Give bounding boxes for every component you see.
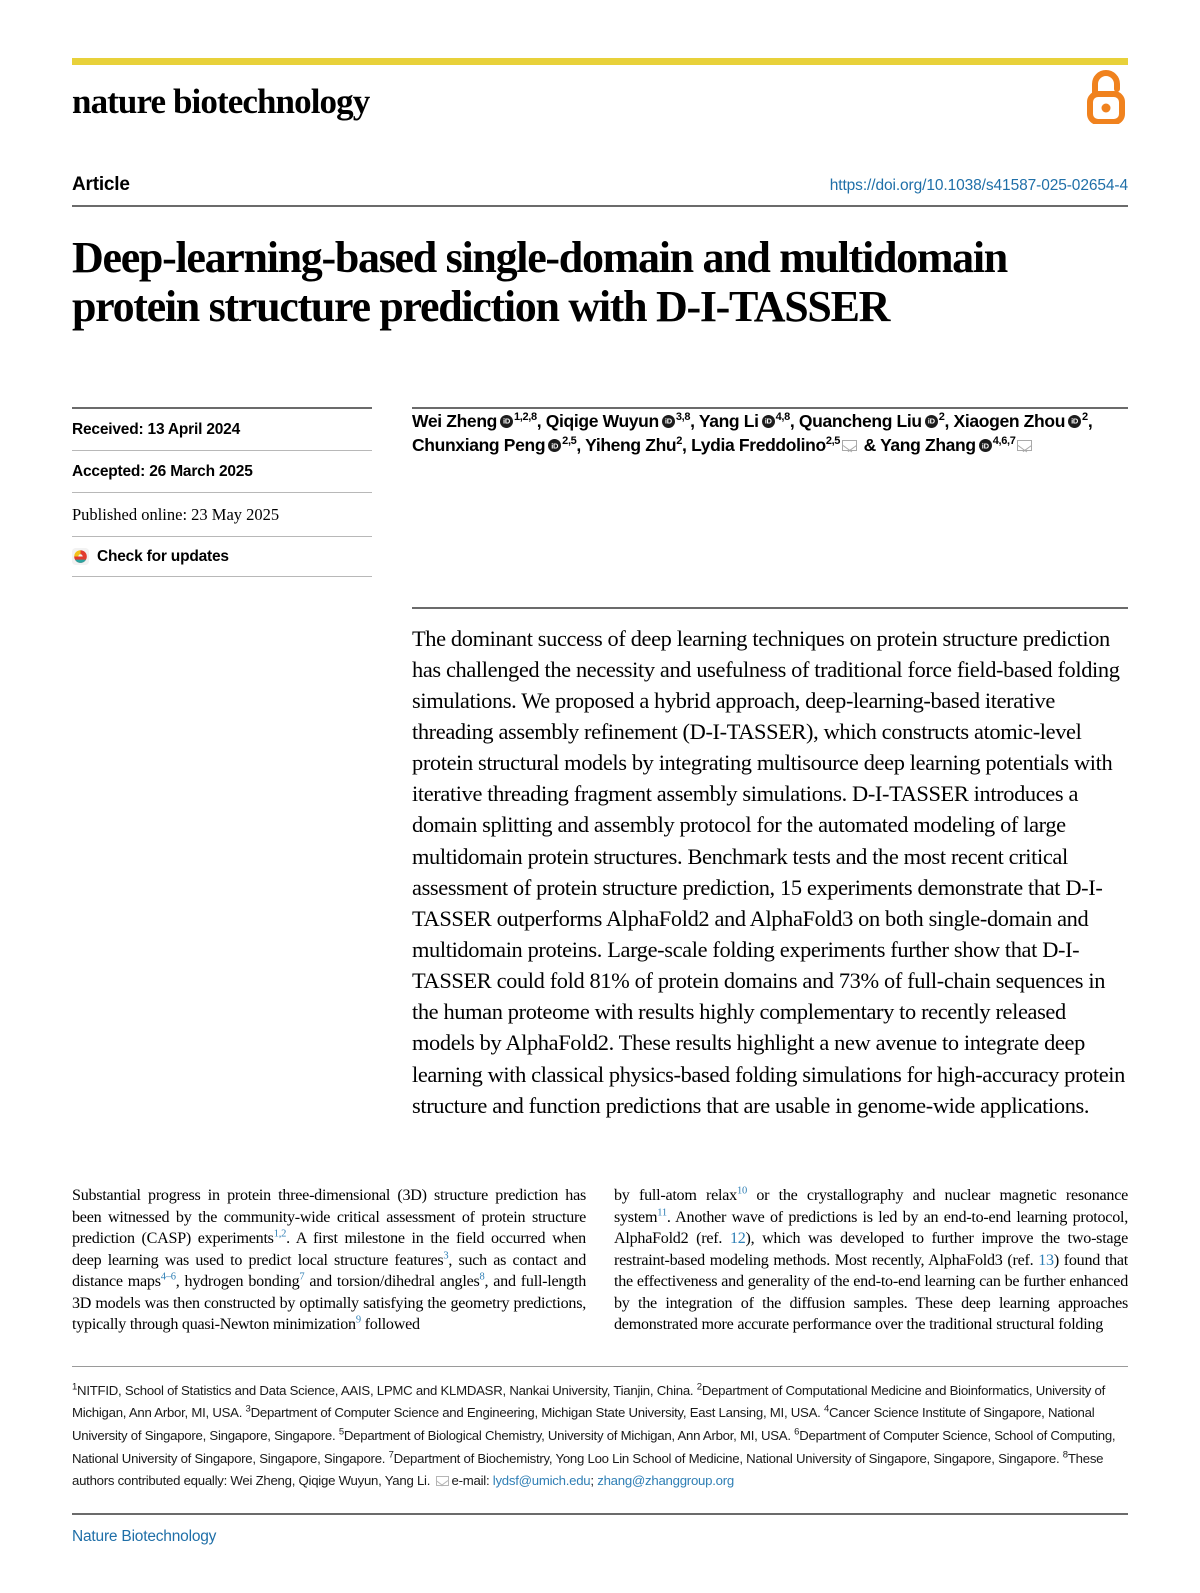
author-name: Xiaogen Zhou — [953, 410, 1066, 431]
article-header-row — [72, 174, 1128, 196]
author-affiliation-marker: 2,5 — [825, 435, 841, 448]
abstract-section — [72, 607, 1128, 1144]
affiliation-text: Department of Biological Chemistry, University of Michigan, Ann Arbor, MI, USA. — [343, 1427, 795, 1443]
author-affiliation-marker: 3,8 — [675, 410, 691, 423]
affiliation-text: Department of Computer Science and Engineering, Michigan State University, East Lansing, MI, USA. — [250, 1405, 824, 1421]
body-column-right: by full-atom relax$^{10}$ or the crystallography and nuclear magnetic resonance system$^{11}$. Another wave of predictions is led by an end-to-end learning protocol, AlphaFold2 (ref. 12), which was developed to further improve the two-stage restraint-based modeling methods. Most recently, AlphaFold3 (ref. 13) found that the effectiveness and generality of the end-to-end learning can be further enhanced by the integration of the diffusion samples. These deep learning approaches demonstrated more accurate performance over the traditional structural folding — [614, 1185, 1128, 1334]
author-affiliation-marker: 1,2,8 — [514, 410, 537, 423]
email-link[interactable]: zhang@zhanggroup.org — [597, 1473, 734, 1489]
body-columns — [72, 1185, 1128, 1335]
accepted-date: Accepted: 26 March 2025 — [72, 462, 253, 480]
affiliation-marker: 4 — [823, 1403, 830, 1415]
open-access-icon — [1084, 68, 1128, 124]
author-affiliation-marker: 4,8 — [775, 410, 790, 423]
author-affiliation-marker: 2 — [1082, 410, 1088, 423]
affiliation-text: Department of Biochemistry, Yong Loo Lin School of Medicine, National University of Singapore, Singapore, Singapore. — [393, 1450, 1063, 1466]
author-list: Wei Zheng iD $^{1,2,8}$, Qiqige Wuyun iD $^{3,8}$, Yang Li iD $^{4,8}$, Quancheng Liu iD $^2$, Xiaogen Zhou iD $^2$, Chunxiang Peng iD $^{2,5}$, Yiheng Zhu$^2$, Lydia Freddolino$^{2,5}$ & Yang Zhang iD $^{4,6,7}$ — [412, 409, 1128, 459]
affiliation-text: Department of Computer Science, School of Computing, National University of Singapore, Singapore, Singapore. — [72, 1427, 1116, 1466]
author-name: Wei Zheng — [412, 410, 497, 431]
reference-link[interactable]: 13 — [1038, 1251, 1054, 1269]
affiliation-text: These authors contributed equally: Wei Zheng, Qiqige Wuyun, Yang Li. — [72, 1450, 1104, 1489]
divider — [72, 1513, 1128, 1515]
abstract-text: The dominant success of deep learning techniques on protein structure prediction has challenged the necessity and usefulness of traditional force field-based folding simulations. We proposed a hybrid approach, deep-learning-based iterative threading assembly refinement (D-I-TASSER), which constructs atomic-level protein structural models by integrating multisource deep learning potentials with iterative threading fragment assembly simulations. D-I-TASSER introduces a domain splitting and assembly protocol for the automated modeling of large multidomain protein structures. Benchmark tests and the most recent critical assessment of protein structure prediction, 15 experiments demonstrate that D-I-TASSER outperforms AlphaFold2 and AlphaFold3 on both single-domain and multidomain proteins. Large-scale folding experiments further show that D-I-TASSER could fold 81% of protein domains and 73% of full-chain sequences in the human proteome with results highly complementary to recently released models by AlphaFold2. These results highlight a new avenue to integrate deep learning with classical physics-based folding simulations for high-accuracy protein structure and function predictions that are usable in genome-wide applications. — [412, 625, 1125, 1118]
orcid-icon[interactable] — [662, 415, 675, 428]
reference-superscript[interactable]: 7 — [299, 1271, 305, 1283]
author-name: Yiheng Zhu — [585, 435, 677, 456]
journal-logo: nature biotechnology — [72, 82, 370, 121]
reference-superscript[interactable]: 1,2 — [273, 1228, 287, 1240]
affiliation-text: Department of Computational Medicine and Bioinformatics, University of Michigan, Ann Arbor, MI, USA. — [72, 1382, 1106, 1421]
reference-superscript[interactable]: 10 — [736, 1185, 747, 1197]
brand-accent-rule — [72, 58, 1128, 65]
orcid-icon[interactable] — [500, 415, 513, 428]
affiliations-block: $^1$NITFID, School of Statistics and Data Science, AAIS, LPMC and KLMDASR, Nankai University, Tianjin, China. $^2$Department of Computational Medicine and Bioinformatics, University of Michigan, Ann Arbor, MI, USA. $^3$Department of Computer Science and Engineering, Michigan State University, East Lansing, MI, USA. $^4$Cancer Science Institute of Singapore, National University of Singapore, Singapore, Singapore. $^5$Department of Biological Chemistry, University of Michigan, Ann Arbor, MI, USA. $^6$Department of Computer Science, School of Computing, National University of Singapore, Singapore, Singapore. $^7$Department of Biochemistry, Yong Loo Lin School of Medicine, National University of Singapore, Singapore, Singapore. $^8$These authors contributed equally: Wei Zheng, Qiqige Wuyun, Yang Li. e-mail: lydsf@umich.edu; zhang@zhanggroup.org — [72, 1381, 1116, 1489]
publication-dates — [72, 407, 402, 577]
orcid-icon[interactable] — [979, 439, 992, 452]
masthead — [72, 84, 1128, 136]
affiliation-marker: 6 — [794, 1426, 800, 1438]
affiliation-marker: 7 — [388, 1449, 394, 1461]
author-affiliation-marker: 2 — [676, 435, 683, 448]
orcid-icon[interactable] — [925, 415, 938, 428]
email-icon — [436, 1476, 449, 1486]
author-affiliation-marker: 4,6,7 — [992, 435, 1016, 448]
reference-superscript[interactable]: 3 — [443, 1250, 449, 1262]
author-affiliation-marker: 2 — [938, 410, 945, 423]
orcid-icon[interactable] — [548, 439, 561, 452]
affiliation-marker: 3 — [245, 1403, 251, 1415]
author-name: Yang Li — [698, 410, 759, 431]
orcid-icon[interactable] — [1068, 415, 1081, 428]
divider — [412, 607, 1128, 609]
check-for-updates-button[interactable] — [72, 537, 372, 576]
author-name: Qiqige Wuyun — [545, 410, 659, 431]
divider — [72, 576, 372, 577]
reference-superscript[interactable]: 4–6 — [160, 1271, 176, 1283]
body-column-left: Substantial progress in protein three-dimensional (3D) structure prediction has been witnessed by the community-wide critical assessment of protein structure prediction (CASP) experiments$^{1,2}$. A first milestone in the field occurred when deep learning was used to predict local structure features$^3$, such as contact and distance maps$^{4-6}$, hydrogen bonding$^7$ and torsion/dihedral angles$^8$, and full-length 3D models was then constructed by optimally satisfying the geometry predictions, typically through quasi-Newton minimization$^9$ followed — [72, 1187, 586, 1334]
reference-superscript[interactable]: 11 — [657, 1207, 667, 1219]
header-divider — [72, 205, 1128, 207]
affiliation-text: Cancer Science Institute of Singapore, National University of Singapore, Singapore, Singapore. — [72, 1405, 1095, 1443]
orcid-icon[interactable] — [762, 415, 775, 428]
email-icon[interactable] — [1017, 440, 1032, 451]
meta-and-authors — [72, 407, 1128, 577]
author-list-column — [402, 407, 1128, 577]
doi-link[interactable]: https://doi.org/10.1038/s41587-025-02654-4 — [829, 177, 1128, 194]
affiliation-marker: 5 — [338, 1426, 344, 1438]
affiliation-marker: 8 — [1062, 1449, 1068, 1461]
affiliation-marker: 2 — [696, 1381, 702, 1393]
footer-journal-name: Nature Biotechnology — [72, 1528, 217, 1546]
author-name: Chunxiang Peng — [412, 435, 546, 456]
page-title: Deep-learning-based single-domain and multidomain protein structure prediction with D-I-TASSER — [72, 233, 1007, 332]
divider — [72, 1366, 1128, 1367]
email-label: e-mail: — [451, 1473, 493, 1489]
author-name: Lydia Freddolino — [691, 435, 826, 456]
crossmark-icon — [72, 548, 89, 565]
published-date: Published online: 23 May 2025 — [72, 504, 280, 524]
affiliation-marker: 1 — [72, 1381, 78, 1393]
author-affiliation-marker: 2,5 — [562, 435, 577, 448]
email-icon[interactable] — [842, 440, 857, 451]
email-link[interactable]: lydsf@umich.edu — [492, 1473, 591, 1489]
author-name: Yang Zhang — [880, 435, 976, 456]
article-type-label: Article — [72, 174, 130, 195]
received-date: Received: 13 April 2024 — [72, 420, 241, 438]
reference-superscript[interactable]: 9 — [355, 1314, 361, 1326]
check-for-updates-label: Check for updates — [97, 547, 229, 565]
reference-superscript[interactable]: 8 — [479, 1271, 485, 1283]
affiliation-text: NITFID, School of Statistics and Data Science, AAIS, LPMC and KLMDASR, Nankai University, Tianjin, China. — [77, 1382, 697, 1398]
author-name: Quancheng Liu — [798, 410, 922, 431]
reference-link[interactable]: 12 — [729, 1230, 746, 1248]
